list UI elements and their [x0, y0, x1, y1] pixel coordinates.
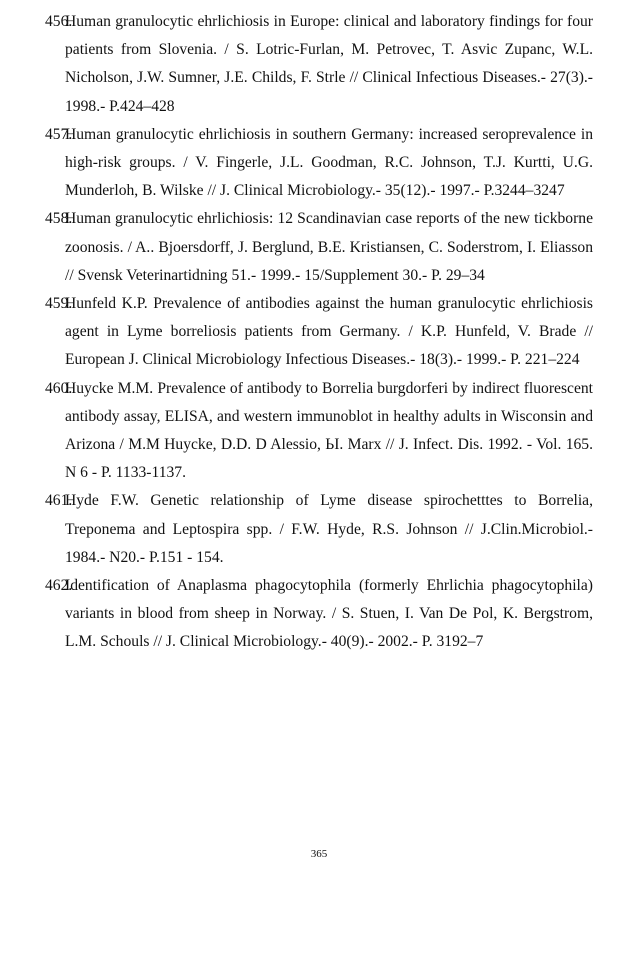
reference-text: Human granulocytic ehrlichiosis in southern Germany: increased seroprevalence in high-risk groups. / V. Fingerle, J.L. Goodman, R.C. Johnson, T.J. Kurtti, U.G. Munderloh, B. Wilske // J. Clinical Microbiology.- 35(12).- 1997.- P.3244–3247: [65, 125, 593, 200]
reference-item: [45, 121, 593, 206]
reference-number: 456.: [45, 13, 73, 30]
reference-number: 460.: [45, 379, 73, 397]
reference-number: 462.: [45, 577, 73, 595]
reference-text: Hyde F.W. Genetic relationship of Lyme disease spirochetttes to Borrelia, Treponema and Leptospira spp. / F.W. Hyde, R.S. Johnson // J.Clin.Microbiol.- 1984.- N20.- P.151 - 154.: [65, 492, 593, 566]
reference-item: [45, 572, 593, 657]
reference-item: [45, 205, 593, 290]
reference-text: Huycke M.M. Prevalence of antibody to Borrelia burgdorferi by indirect fluorescent antibody assay, ELISA, and western immunoblot in healthy adults in Wisconsin and Arizona / M.M Huycke, D.D. D Alessio, ЬI. Marx // J. Infect. Dis. 1992. - Vol. 165. N 6 - P. 1133-1137.: [65, 379, 593, 482]
reference-item: [45, 375, 593, 488]
reference-number: 458.: [45, 210, 73, 228]
reference-number: 457.: [45, 125, 73, 143]
reference-text: Hunfeld K.P. Prevalence of antibodies against the human granulocytic ehrlichiosis agent in Lyme borreliosis patients from Germany. / K.P. Hunfeld, V. Brade // European J. Clinical Microbiology Infectious Diseases.- 18(3).- 1999.- P. 221–224: [65, 295, 593, 369]
reference-text: Human granulocytic ehrlichiosis in Europe: clinical and laboratory findings for four patients from Slovenia. / S. Lotric-Furlan, M. Petrovec, T. Asvic Zupanc, W.L. Nicholson, J.W. Sumner, J.E. Childs, F. Strle // Clinical Infectious Diseases.- 27(3).- 1998.- P.424–428: [65, 13, 593, 115]
reference-text: Identification of Anaplasma phagocytophila (formerly Ehrlichia phagocytophila) variants in blood from sheep in Norway. / S. Stuen, I. Van De Pol, K. Bergstrom, L.M. Schouls // J. Clinical Microbiology.- 40(9).- 2002.- P. 3192–7: [65, 577, 593, 651]
reference-item: [45, 290, 593, 375]
reference-list: [45, 8, 593, 657]
reference-number: 461.: [45, 492, 73, 510]
page-number: 365: [310, 848, 328, 860]
reference-item: [45, 8, 593, 121]
reference-text: Human granulocytic ehrlichiosis: 12 Scandinavian case reports of the new tickborne zoonosis. / A.. Bjoersdorff, J. Berglund, B.E. Kristiansen, C. Soderstrom, I. Eliasson // Svensk Veterinartidning 51.- 1999.- 15/Supplement 30.- P. 29–34: [65, 210, 593, 284]
reference-number: 459.: [45, 295, 73, 313]
reference-item: [45, 487, 593, 572]
